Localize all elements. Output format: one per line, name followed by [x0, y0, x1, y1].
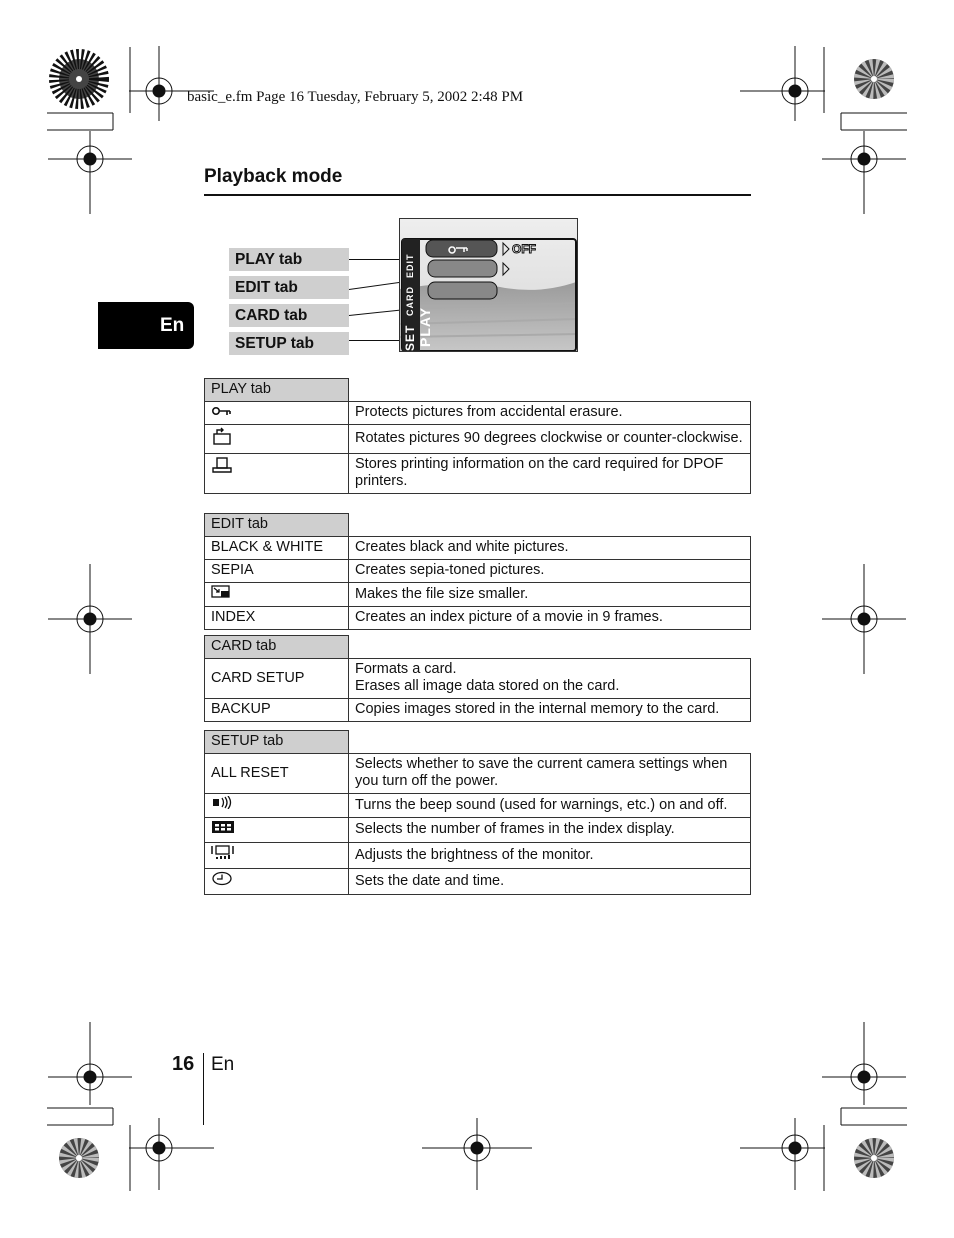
title-rule [204, 194, 751, 196]
table-row [205, 560, 751, 583]
row-label: INDEX [205, 607, 349, 630]
row-label: CARD SETUP [205, 659, 349, 699]
row-description: Stores printing information on the card required for DPOF printers. [349, 454, 751, 494]
callout-setup-tab: SETUP tab [229, 332, 349, 355]
row-description: Creates black and white pictures. [349, 537, 751, 560]
row-description: Creates an index picture of a movie in 9 frames. [349, 607, 751, 630]
table-title: CARD tab [205, 636, 349, 659]
table-row [205, 583, 751, 607]
page-title: Playback mode [204, 166, 343, 187]
footer-divider [203, 1053, 204, 1125]
row-description: Adjusts the brightness of the monitor. [349, 843, 751, 869]
edit-tab-table [204, 513, 751, 630]
screen-tab-strip [403, 241, 433, 351]
screen-tab-play: PLAY [417, 306, 433, 347]
row-description: Rotates pictures 90 degrees clockwise or counter-clockwise. [349, 425, 751, 454]
row-description: Copies images stored in the internal memory to the card. [349, 699, 751, 722]
camera-menu-screen [399, 218, 578, 352]
row-label: SEPIA [205, 560, 349, 583]
table-row [205, 869, 751, 895]
callout-edit-tab: EDIT tab [229, 276, 349, 299]
protect-key-icon [211, 406, 231, 416]
table-title: EDIT tab [205, 514, 349, 537]
screen-tab-set: SET [403, 324, 417, 351]
screen-tab-card: CARD [405, 286, 415, 317]
row-description: Creates sepia-toned pictures. [349, 560, 751, 583]
language-tab: En [98, 302, 194, 349]
table-row [205, 794, 751, 818]
screen-off-label: OFF [512, 242, 536, 256]
file-stamp: basic_e.fm Page 16 Tuesday, February 5, 2002 2:48 PM [187, 89, 524, 105]
row-description-line: Formats a card. [355, 661, 457, 677]
page-number: 16 [172, 1053, 195, 1075]
card-tab-table [204, 635, 751, 722]
row-label: BACKUP [205, 699, 349, 722]
monitor-brightness-icon [211, 845, 235, 860]
row-description: Selects the number of frames in the index display. [349, 818, 751, 843]
row-description: Turns the beep sound (used for warnings, etc.) on and off. [349, 794, 751, 818]
leader-line [349, 340, 404, 341]
table-row [205, 659, 751, 699]
table-row [205, 699, 751, 722]
screen-tab-edit: EDIT [405, 253, 415, 278]
table-row [205, 607, 751, 630]
row-description: Makes the file size smaller. [349, 583, 751, 607]
row-description: Selects whether to save the current camera settings when you turn off the power. [349, 754, 751, 794]
leader-line [349, 259, 404, 260]
callout-play-tab: PLAY tab [229, 248, 349, 271]
print-icon [211, 456, 233, 474]
table-row [205, 818, 751, 843]
row-description [349, 659, 751, 699]
row-description-line: Erases all image data stored on the card. [355, 678, 620, 694]
row-label: BLACK & WHITE [205, 537, 349, 560]
row-description: Protects pictures from accidental erasure. [349, 402, 751, 425]
setup-tab-table [204, 730, 751, 895]
table-row [205, 843, 751, 869]
table-title: SETUP tab [205, 731, 349, 754]
row-label: ALL RESET [205, 754, 349, 794]
callout-card-tab: CARD tab [229, 304, 349, 327]
footer-language: En [211, 1054, 235, 1075]
beep-icon [211, 796, 233, 809]
row-description: Sets the date and time. [349, 869, 751, 895]
table-title: PLAY tab [205, 379, 349, 402]
rotate-icon [211, 427, 233, 445]
table-row [205, 402, 751, 425]
table-row [205, 454, 751, 494]
table-row [205, 754, 751, 794]
table-row [205, 425, 751, 454]
play-tab-table [204, 378, 751, 494]
clock-icon [211, 871, 233, 886]
resize-icon [211, 585, 231, 598]
table-row [205, 537, 751, 560]
index-frames-icon [211, 820, 235, 834]
